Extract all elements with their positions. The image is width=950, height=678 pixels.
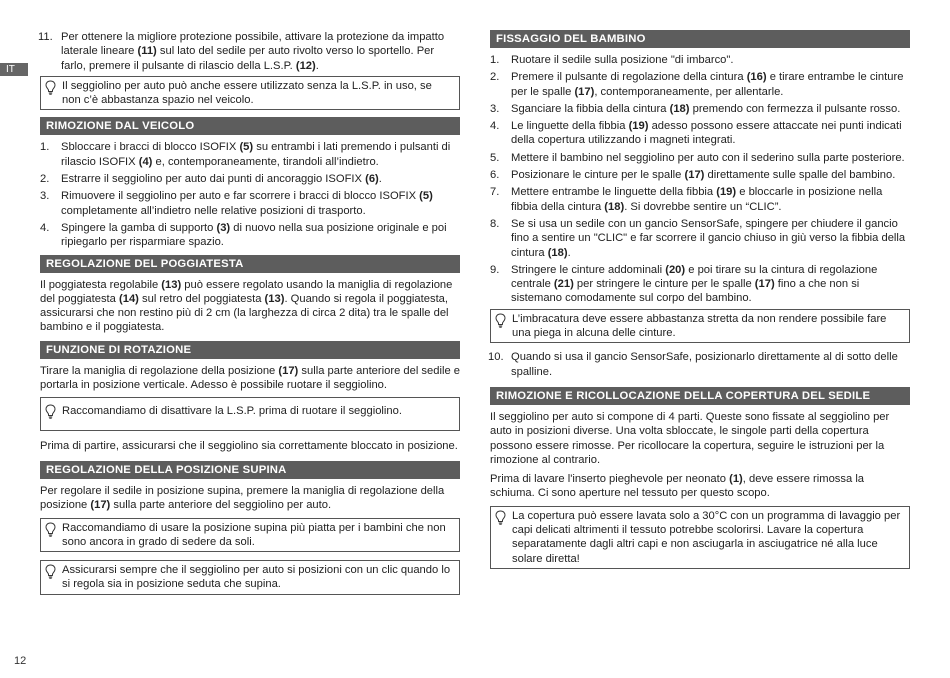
step-text: Mettere entrambe le linguette della fibbia (19) e bloccarle in posizione nella fibbia della cintura (18). Si dovrebbe sentire un “CLIC”.	[511, 186, 883, 213]
step-number: 10.	[488, 351, 504, 364]
note-box-rotazione	[40, 397, 460, 430]
list-item	[40, 172, 460, 186]
step-number: 3.	[40, 190, 50, 203]
step-text: Se si usa un sedile con un gancio SensorSafe, spingere per chiudere il gancio fino a sentire un "CLIC" e far scorrere il gancio chiuso in giù verso la fibbia della cintura (18).	[511, 217, 906, 259]
step-text: Sganciare la fibbia della cintura (18) premendo con fermezza il pulsante rosso.	[511, 102, 901, 115]
step-list-fissaggio	[490, 53, 910, 306]
step-number: 3.	[490, 102, 500, 115]
list-item	[490, 53, 910, 67]
step-text: Spingere la gamba di supporto (3) di nuovo nella sua posizione originale e poi ripiegarlo per risparmiare spazio.	[61, 221, 447, 249]
lightbulb-icon	[45, 564, 56, 579]
step-text: Ruotare il sedile sulla posizione "di imbarco".	[511, 54, 734, 66]
step-list-lsp	[40, 30, 460, 73]
paragraph-rotazione-after: Prima di partire, assicurarsi che il seggiolino sia correttamente bloccato in posizione.	[40, 439, 458, 452]
note-text: La copertura può essere lavata solo a 30°C con un programma di lavaggio per capi delicati altrimenti il tessuto potrebbe scolorirsi. Lavare la copertura separatamente dagli altri capi e non asciugarla in asciugatrice né alla luce solare diretta!	[512, 509, 901, 565]
note-box-imbracatura	[490, 309, 910, 344]
section-header-fissaggio: FISSAGGIO DEL BAMBINO	[490, 30, 910, 48]
step-text: Sbloccare i bracci di blocco ISOFIX (5) su entrambi i lati premendo i pulsanti di rilascio ISOFIX (4) e, contemporaneamente, tirandoli all’indietro.	[61, 141, 451, 168]
section-header-rimozione: RIMOZIONE DAL VEICOLO	[40, 117, 460, 135]
step-number: 9.	[490, 263, 500, 276]
step-text: Estrarre il seggiolino per auto dai punti di ancoraggio ISOFIX (6).	[61, 173, 382, 186]
list-item	[40, 221, 460, 250]
list-item	[40, 30, 460, 73]
list-item	[490, 185, 910, 214]
step-number: 5.	[490, 151, 500, 164]
note-box-supina-1	[40, 518, 460, 553]
step-text: Premere il pulsante di regolazione della cintura (16) e tirare entrambe le cinture per le spalle (17), contemporaneamente, per allentarle.	[511, 71, 904, 98]
list-item	[490, 350, 910, 379]
paragraph-rotazione: Tirare la maniglia di regolazione della posizione (17) sulla parte anteriore del sedile e portarla in posizione verticale. Adesso è possibile ruotare il seggiolino.	[40, 364, 460, 392]
lightbulb-icon	[45, 404, 56, 419]
paragraph-poggiatesta: Il poggiatesta regolabile (13) può essere regolato usando la maniglia di regolazione del poggiatesta (14) sul retro del poggiatesta (13). Quando si regola il poggiatesta, assicurarsi che non restino più di 2 cm (la larghezza di circa 2 dita) tra le spalle del bambino e il poggiatesta.	[40, 278, 453, 334]
step-text: Posizionare le cinture per le spalle (17) direttamente sulle spalle del bambino.	[511, 169, 896, 182]
section-header-copertura: RIMOZIONE E RICOLLOCAZIONE DELLA COPERTURA DEL SEDILE	[490, 387, 910, 405]
step-text: Rimuovere il seggiolino per auto e far scorrere i bracci di blocco ISOFIX (5) completamente all’indietro nelle relative posizioni di trasporto.	[61, 190, 433, 217]
step-number: 2.	[40, 173, 50, 186]
paragraph-copertura-2: Prima di lavare l'inserto pieghevole per neonato (1), deve essere rimossa la schiuma. Ci sono aperture nel tessuto per questo scopo.	[490, 473, 865, 500]
step-number: 7.	[490, 186, 500, 199]
step-text: Mettere il bambino nel seggiolino per auto con il sederino sulla parte posteriore.	[511, 151, 905, 164]
step-number: 8.	[490, 217, 500, 230]
note-text: Il seggiolino per auto può anche essere utilizzato senza la L.S.P. in uso, se non c’è abbastanza spazio nel veicolo.	[62, 79, 432, 107]
list-item	[490, 102, 910, 116]
page-number: 12	[14, 655, 27, 667]
note-text: Raccomandiamo di usare la posizione supina più piatta per i bambini che non sono ancora in grado di sedere da soli.	[62, 521, 446, 548]
lightbulb-icon	[45, 80, 56, 95]
list-item	[490, 217, 910, 260]
step-list-rimozione	[40, 140, 460, 249]
step-number: 4.	[490, 120, 500, 133]
left-column	[40, 30, 460, 602]
note-text: Assicurarsi sempre che il seggiolino per auto si posizioni con un clic quando lo si regola sia in posizione seduta che supina.	[62, 564, 451, 591]
section-header-rotazione: FUNZIONE DI ROTAZIONE	[40, 341, 460, 359]
paragraph-copertura-1: Il seggiolino per auto si compone di 4 parti. Queste sono fissate al seggiolino per auto in posizioni diverse. Una volta sbloccate, le singole parti della copertura possono essere rimosse. Per ricollocare la copertura, seguire le istruzioni per la rimozione al contrario.	[490, 410, 890, 466]
step-number: 1.	[40, 141, 50, 154]
step-text: Le linguette della fibbia (19) adesso possono essere attaccate nei punti indicati della copertura utilizzando i magneti integrati.	[511, 120, 902, 147]
section-header-poggiatesta: REGOLAZIONE DEL POGGIATESTA	[40, 255, 460, 273]
paragraph-supina: Per regolare il sedile in posizione supina, premere la maniglia di regolazione della posizione (17) sulla parte anteriore del seggiolino per auto.	[40, 484, 445, 512]
list-item	[490, 151, 910, 165]
list-item	[490, 168, 910, 182]
right-column	[490, 30, 910, 576]
list-item	[490, 263, 910, 306]
step-number: 4.	[40, 221, 50, 234]
note-box-lsp	[40, 76, 460, 111]
step-text: Quando si usa il gancio SensorSafe, posizionarlo direttamente al di sotto delle spalline.	[511, 351, 898, 378]
step-text: Stringere le cinture addominali (20) e poi tirare su la cintura di regolazione centrale (21) per stringere le cinture per le spalle (17) fino a che non si sistemano comodamente sul corpo del bambino.	[511, 263, 878, 305]
step-number: 11.	[38, 31, 53, 43]
list-item	[40, 189, 460, 218]
list-item	[490, 70, 910, 99]
lightbulb-icon	[495, 510, 506, 525]
note-box-supina-2	[40, 560, 460, 595]
section-header-supina: REGOLAZIONE DELLA POSIZIONE SUPINA	[40, 461, 460, 479]
note-text: Raccomandiamo di disattivare la L.S.P. prima di ruotare il seggiolino.	[62, 405, 402, 418]
language-tab: IT	[0, 63, 28, 76]
step-number: 1.	[490, 54, 500, 66]
note-text: L’imbracatura deve essere abbastanza stretta da non rendere possibile fare una piega in alcuna delle cinture.	[512, 312, 887, 340]
list-item	[490, 119, 910, 148]
list-item	[40, 140, 460, 169]
step-number: 2.	[490, 71, 500, 84]
step-number: 6.	[490, 169, 500, 182]
note-box-lavaggio	[490, 506, 910, 569]
step-list-sensorsafe	[490, 350, 910, 379]
step-text: Per ottenere la migliore protezione possibile, attivare la protezione da impatto laterale lineare (11) sul lato del sedile per auto rivolto verso lo sportello. Per farlo, premere il pulsante di rilascio della L.S.P. (12).	[61, 31, 445, 72]
lightbulb-icon	[45, 522, 56, 537]
lightbulb-icon	[495, 313, 506, 328]
